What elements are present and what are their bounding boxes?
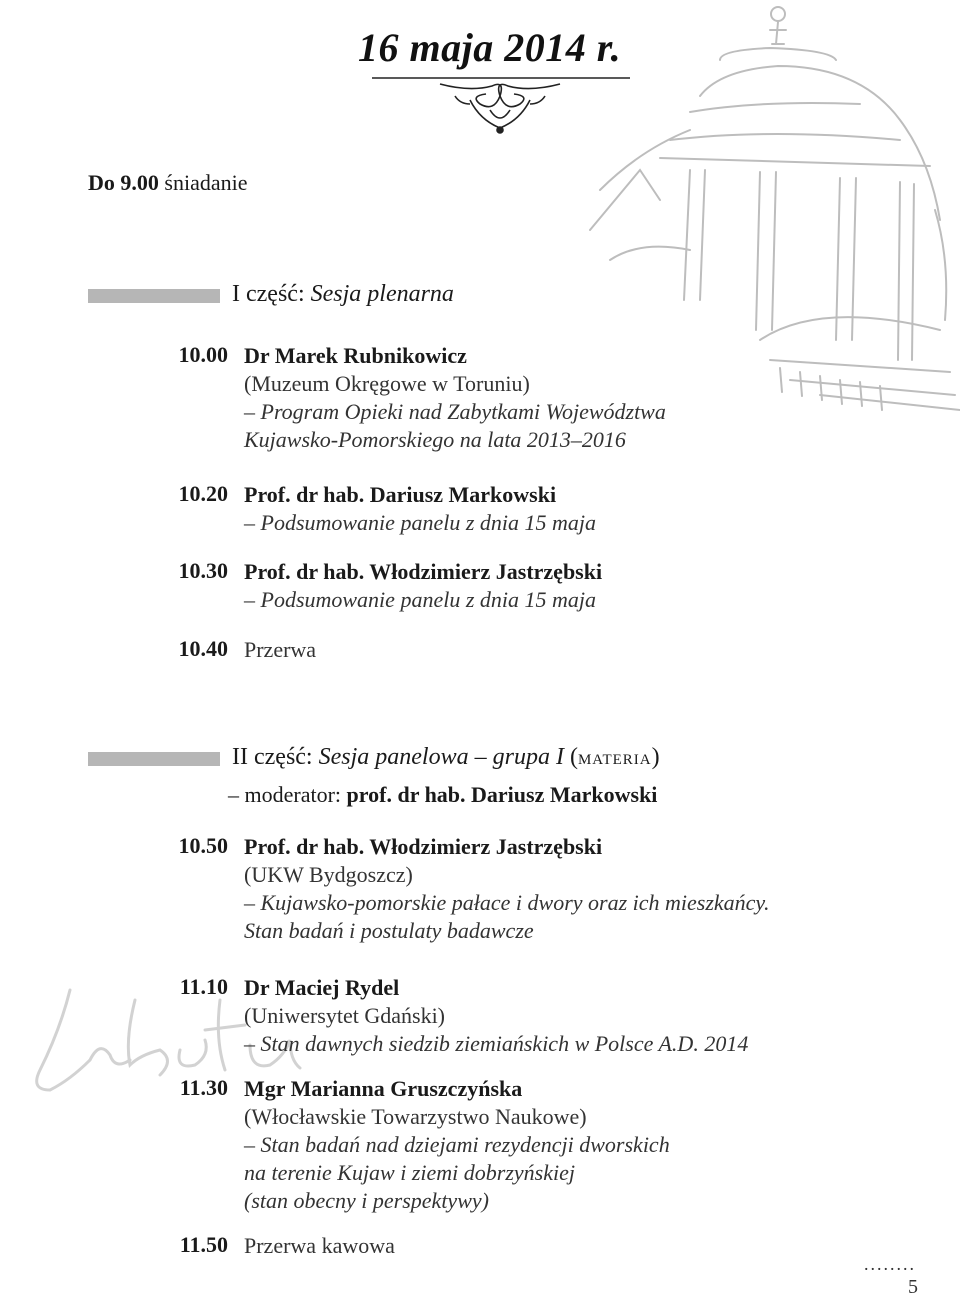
footer-dots: ........	[864, 1254, 916, 1274]
item-topic: – Kujawsko-pomorskie pałace i dwory oraz ich mieszkańcy.	[244, 890, 770, 915]
moderator-label: – moderator:	[228, 782, 342, 807]
breakfast-entry	[88, 170, 247, 196]
item-topic: Kujawsko-Pomorskiego na lata 2013–2016	[244, 427, 626, 452]
session2-tag-open: (	[569, 744, 578, 770]
page-title: 16 maja 2014 r.	[358, 25, 622, 70]
break-label: Przerwa	[244, 637, 317, 662]
item-topic: – Stan badań nad dziejami rezydencji dworskich	[244, 1132, 670, 1157]
session2-heading	[232, 744, 660, 771]
section-marker-bar	[88, 752, 220, 766]
session1-name: Sesja plenarna	[310, 281, 454, 307]
item-affiliation: (Uniwersytet Gdański)	[244, 1003, 446, 1028]
session2-name: Sesja panelowa – grupa I	[318, 744, 564, 770]
item-affiliation: (Włocławskie Towarzystwo Naukowe)	[244, 1104, 587, 1129]
item-affiliation: (Muzeum Okręgowe w Toruniu)	[244, 371, 530, 396]
page-number: 5	[908, 1276, 918, 1298]
moderator-line	[228, 782, 657, 808]
item-time: 11.10	[179, 974, 228, 999]
moderator-name: prof. dr hab. Dariusz Markowski	[346, 782, 658, 807]
item-speaker: Prof. dr hab. Dariusz Markowski	[244, 482, 557, 507]
break-label: Przerwa kawowa	[244, 1233, 395, 1258]
session2-prefix: II część:	[232, 744, 313, 770]
item-topic: – Podsumowanie panelu z dnia 15 maja	[244, 587, 596, 612]
breakfast-label: śniadanie	[164, 170, 248, 195]
item-time: 10.20	[178, 481, 228, 506]
session2-tag-close: )	[651, 744, 660, 770]
item-speaker: Prof. dr hab. Włodzimierz Jastrzębski	[244, 834, 603, 859]
item-topic: – Program Opieki nad Zabytkami Województwa	[244, 399, 666, 424]
item-speaker: Dr Maciej Rydel	[244, 975, 400, 1000]
section-marker-bar	[88, 289, 220, 303]
session2-tag: MATERIA	[577, 752, 652, 768]
item-time: 10.40	[178, 636, 228, 661]
session1-prefix: I część:	[232, 281, 305, 307]
item-topic: Stan badań i postulaty badawcze	[244, 918, 534, 943]
item-topic: (stan obecny i perspektywy)	[244, 1188, 489, 1213]
item-time: 10.50	[178, 833, 228, 858]
item-affiliation: (UKW Bydgoszcz)	[244, 862, 413, 887]
item-topic: na terenie Kujaw i ziemi dobrzyńskiej	[244, 1160, 575, 1185]
item-topic: – Podsumowanie panelu z dnia 15 maja	[244, 510, 596, 535]
item-speaker: Prof. dr hab. Włodzimierz Jastrzębski	[244, 559, 603, 584]
session1-heading	[232, 281, 454, 308]
item-time: 10.00	[178, 342, 228, 367]
item-speaker: Dr Marek Rubnikowicz	[244, 343, 467, 368]
item-speaker: Mgr Marianna Gruszczyńska	[244, 1076, 523, 1101]
item-time: 10.30	[178, 558, 228, 583]
item-time: 11.50	[179, 1232, 228, 1257]
breakfast-time: Do 9.00	[88, 170, 159, 195]
item-time: 11.30	[179, 1075, 228, 1100]
item-topic: – Stan dawnych siedzib ziemiańskich w Polsce A.D. 2014	[244, 1031, 749, 1056]
